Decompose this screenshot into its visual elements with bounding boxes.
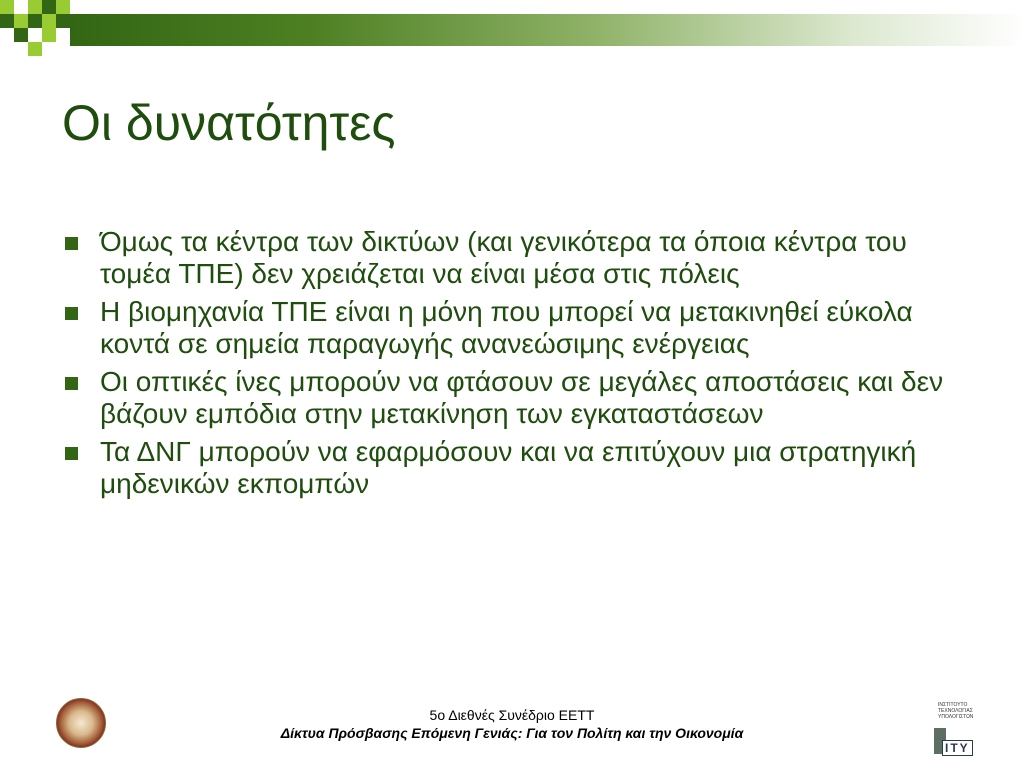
square-bullet-icon [65, 307, 78, 320]
decor-square [28, 0, 42, 14]
ity-logo-mark: ITY [942, 740, 973, 756]
decor-square [56, 0, 70, 14]
square-bullet-icon [65, 377, 78, 390]
footer-subtitle: Δίκτυα Πρόσβασης Επόμενη Γενιάς: Για τον Πολίτη και την Οικονομία [280, 725, 744, 741]
decor-square [14, 28, 28, 42]
decor-square [0, 14, 14, 28]
square-bullet-icon [65, 447, 78, 460]
decor-square [42, 28, 56, 42]
decor-square [0, 0, 14, 14]
decor-square [42, 0, 56, 14]
slide-footer [0, 706, 1024, 742]
decor-square [14, 0, 28, 14]
ity-logo [934, 700, 978, 756]
bullet-list [62, 226, 962, 506]
footer-conference: 5ο Διεθνές Συνέδριο ΕΕΤΤ [429, 707, 595, 723]
slide-title: Οι δυνατότητες [62, 95, 396, 151]
decor-square [28, 42, 42, 56]
square-bullet-icon [65, 237, 78, 250]
decor-square [28, 14, 42, 28]
ity-logo-text: ΙΝΣΤΙΤΟΥΤΟ ΤΕΧΝΟΛΟΓΙΑΣ ΥΠΟΛΟΓΙΣΤΩΝ [938, 702, 974, 720]
bullet-item [62, 226, 962, 290]
decor-square [14, 14, 28, 28]
decor-square [28, 28, 42, 42]
bullet-item [62, 296, 962, 360]
bullet-text: Όμως τα κέντρα των δικτύων (και γενικότερα τα όποια κέντρα του τομέα ΤΠΕ) δεν χρειάζεται να είναι μέσα στις πόλεις [100, 226, 907, 289]
decor-square [42, 14, 56, 28]
decor-square [56, 14, 70, 28]
bullet-text: Οι οπτικές ίνες μπορούν να φτάσουν σε μεγάλες αποστάσεις και δεν βάζουν εμπόδια στην μετακίνηση των εγκαταστάσεων [100, 366, 944, 429]
header-gradient-bar [70, 14, 1024, 46]
bullet-text: Τα ΔΝΓ μπορούν να εφαρμόσουν και να επιτύχουν μια στρατηγική μηδενικών εκπομπών [100, 436, 917, 499]
bullet-item [62, 366, 962, 430]
bullet-text: Η βιομηχανία ΤΠΕ είναι η μόνη που μπορεί να μετακινηθεί εύκολα κοντά σε σημεία παραγωγής ανανεώσιμης ενέργειας [100, 296, 913, 359]
bullet-item [62, 436, 962, 500]
